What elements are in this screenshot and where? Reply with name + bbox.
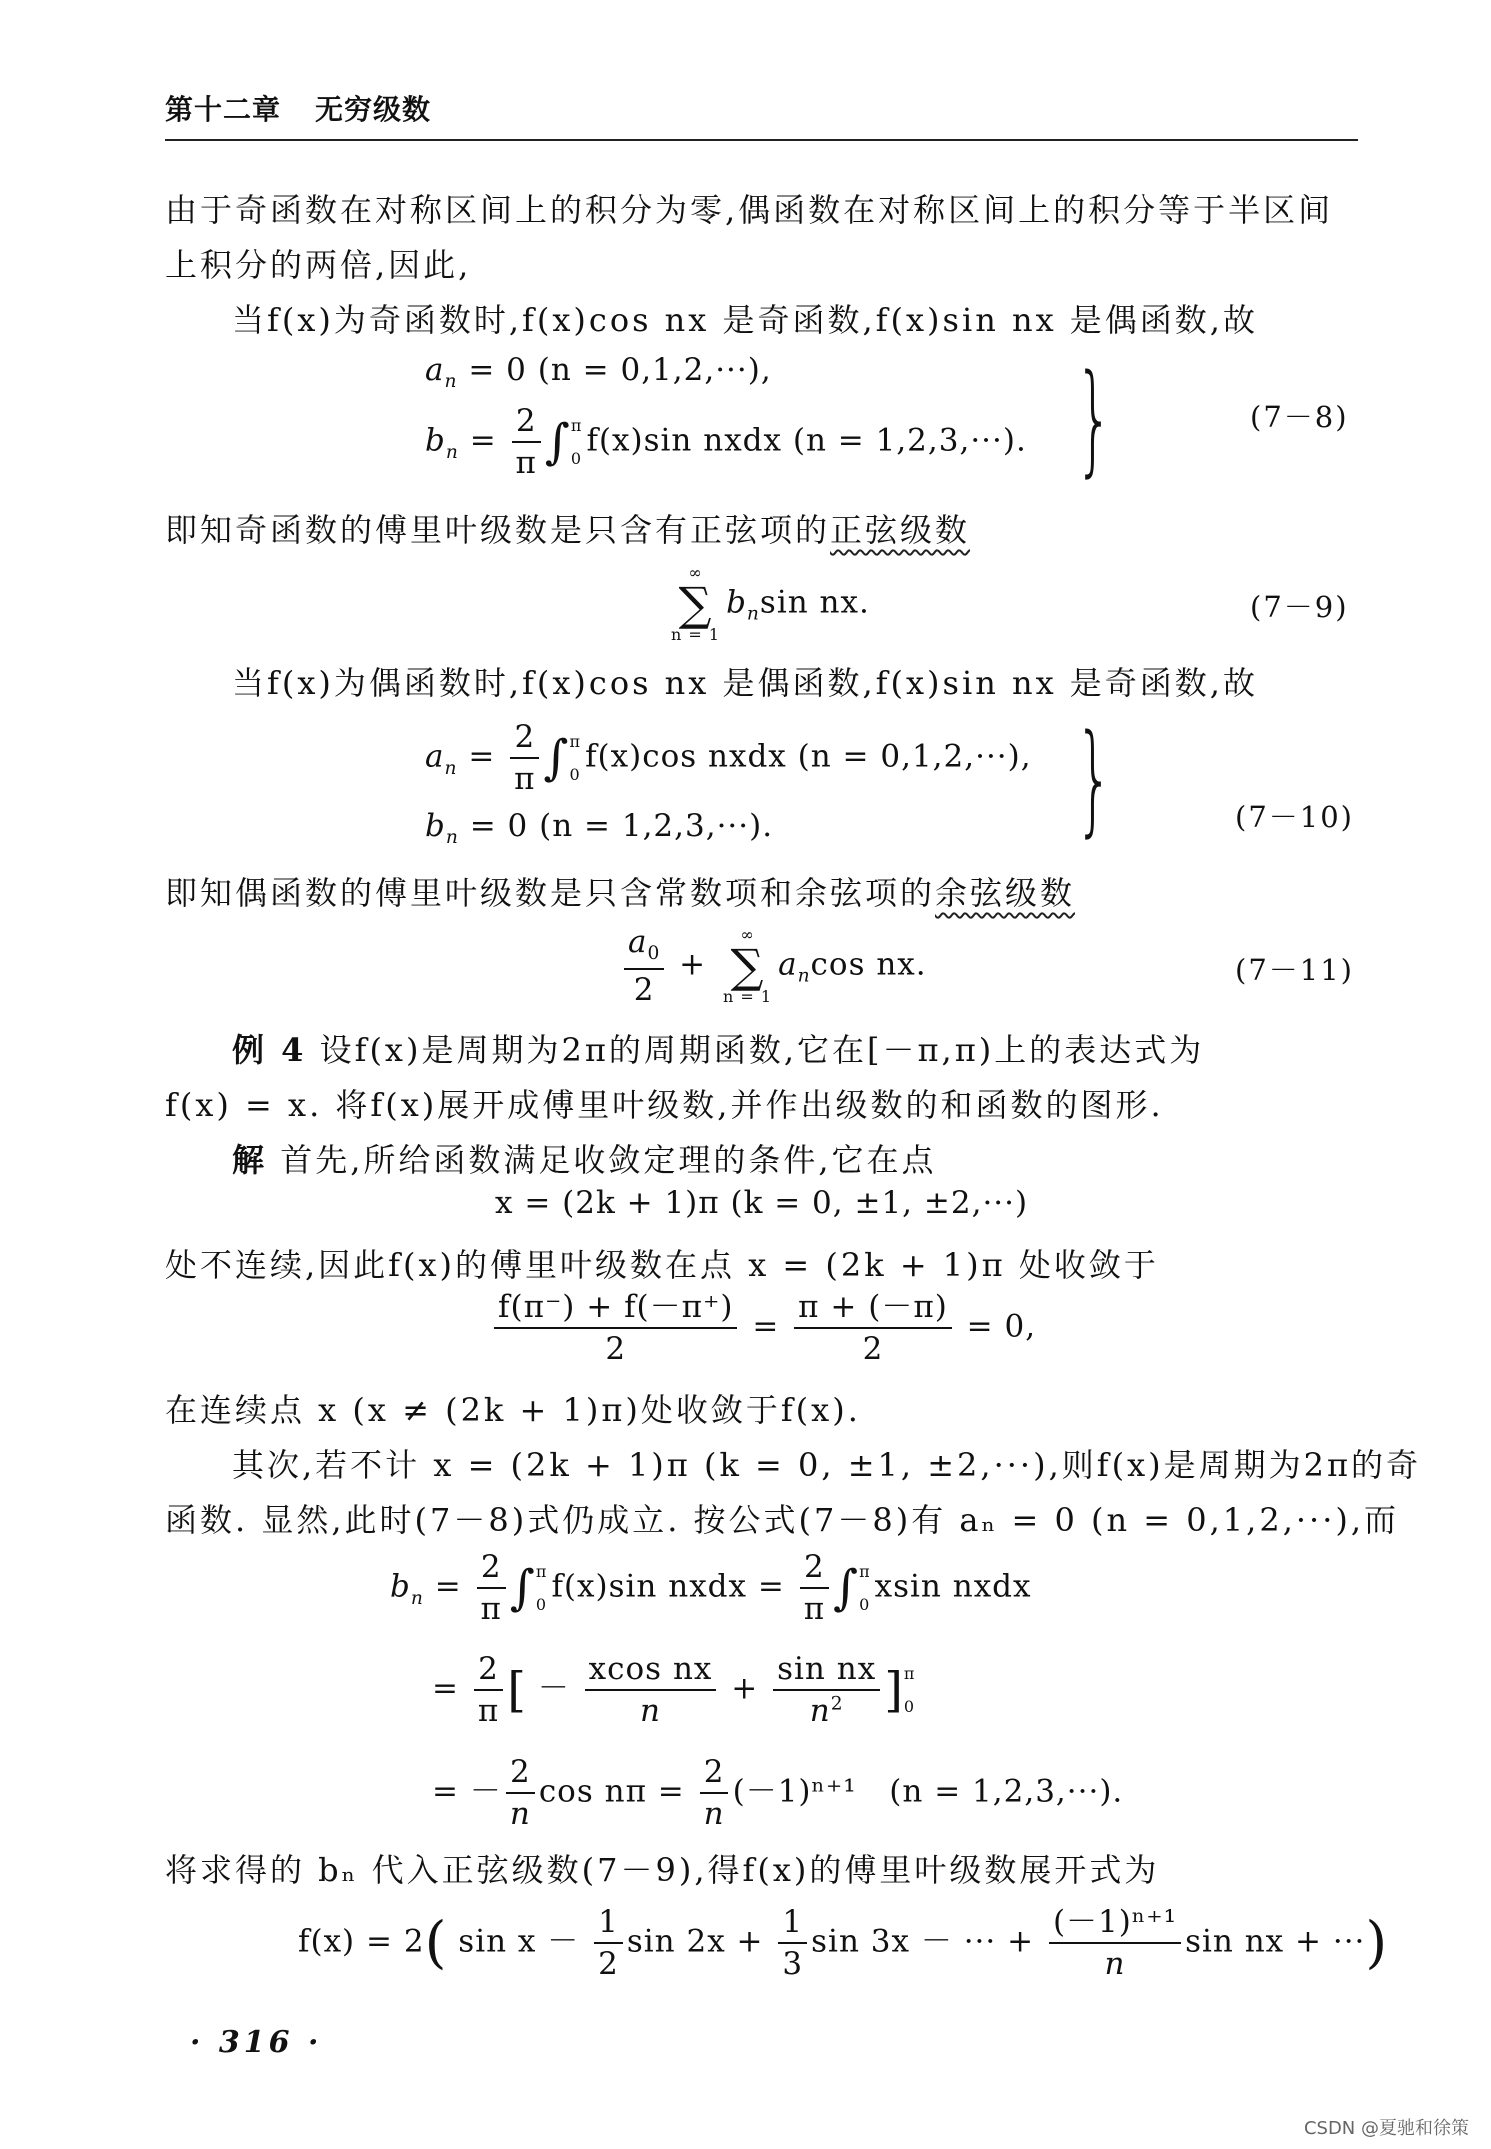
chapter-number: 第十二章 xyxy=(165,93,282,126)
even-summary xyxy=(165,868,1075,914)
even-summary-term: 余弦级数 xyxy=(935,874,1076,912)
solution-text-1: 首先,所给函数满足收敛定理的条件,它在点 xyxy=(280,1141,937,1179)
even-bn-text: = 0 (n = 1,2,3,···). xyxy=(469,808,774,844)
odd-an-text: = 0 (n = 0,1,2,···), xyxy=(468,352,772,388)
example-label: 例 4 xyxy=(232,1031,307,1069)
integral-sign: ∫ xyxy=(544,414,571,471)
even-bn-formula: $b_n = 0$ (n = 1,2,3,···). xyxy=(425,808,774,849)
solution-label: 解 xyxy=(232,1141,268,1179)
limit-fraction-1: $\frac{f(\pi^-) + f(-\pi^+)}{2}$ xyxy=(494,1290,737,1366)
two-over-pi: $\frac{2}{\pi}$ xyxy=(512,404,541,480)
odd-brace: } xyxy=(1075,350,1114,489)
two-over-pi: $\frac{2}{\pi}$ xyxy=(510,720,539,796)
sine-series-tail: sin nx. xyxy=(759,584,870,621)
summation-sign: ∞ ∑ n = 1 xyxy=(671,563,721,644)
example-line-1 xyxy=(232,1025,1204,1071)
limit-formula: $\frac{f(\pi^-) + f(-\pi^+)}{2}$ = $\frac{\pi + (-\pi)}{2}$ = 0, xyxy=(490,1290,1036,1366)
bn-derivation-step-2: = $\frac{2}{\pi}$ [ － $\frac{\text{xcos nx}}{n}$ + $\frac{\text{sin nx}}{n^2}$ ] π 0 xyxy=(432,1651,916,1730)
a0-over-2: $\frac{a_0}{2}$ xyxy=(624,925,664,1007)
even-an-formula: $a_n$ = $\frac{2}{\pi}$ ∫ π 0 f(x)cos nxdx (n = 0,1,2,···), xyxy=(425,719,1032,798)
odd-bn-text: f(x)sin nxdx (n = 1,2,3,···). xyxy=(586,422,1027,459)
cosine-series-tail: cos nx. xyxy=(810,946,927,983)
cosine-series-formula: $\frac{a_0}{2}$ + ∞ ∑ n = 1 $a_n\cos$ nx. xyxy=(620,925,927,1007)
odd-an-formula: $a_n = 0$ (n = 0,1,2,···), xyxy=(425,352,772,393)
intro-line-2: 上积分的两倍,因此, xyxy=(165,246,472,284)
solution-line-2: 处不连续,因此f(x)的傅里叶级数在点 x = (2k + 1)π 处收敛于 xyxy=(165,1246,1159,1284)
fourier-expansion: f(x) = 2( sin x － $\frac{1}{2}$ sin 2x + $\frac{1}{3}$ sin 3x － ··· + $\frac{\text{(－1)ⁿ⁺¹}}{n}$ sin nx + ···) xyxy=(298,1904,1389,1983)
solution-line-6: 将求得的 bₙ 代入正弦级数(7－9),得f(x)的傅里叶级数展开式为 xyxy=(165,1851,1160,1889)
odd-summary-term: 正弦级数 xyxy=(830,511,971,549)
odd-bn-formula: $b_n$ = $\frac{2}{\pi}$ ∫ π 0 f(x)sin nxdx (n = 1,2,3,···). xyxy=(425,403,1027,482)
even-an-text: f(x)cos nxdx (n = 0,1,2,···), xyxy=(585,738,1032,775)
sine-series-coef: b xyxy=(726,584,747,621)
solution-line-1 xyxy=(232,1135,937,1181)
limit-result: = 0, xyxy=(966,1308,1037,1345)
eq-number-7-8: (7－8) xyxy=(1250,400,1349,434)
even-case-lead: 当f(x)为偶函数时,f(x)cos nx 是偶函数,f(x)sin nx 是奇函数,故 xyxy=(232,664,1258,702)
odd-summary-text: 即知奇函数的傅里叶级数是只含有正弦项的 xyxy=(165,511,831,549)
page-number: · 316 · xyxy=(190,2025,323,2060)
odd-case-lead: 当f(x)为奇函数时,f(x)cos nx 是奇函数,f(x)sin nx 是偶函数,故 xyxy=(232,301,1258,339)
solution-line-3: 在连续点 x (x ≠ (2k + 1)π)处收敛于f(x). xyxy=(165,1391,861,1429)
eq-number-7-9: (7－9) xyxy=(1250,590,1349,624)
even-brace: } xyxy=(1075,710,1114,849)
running-header xyxy=(165,88,431,128)
example-text-1: 设f(x)是周期为2π的周期函数,它在[－π,π)上的表达式为 xyxy=(319,1031,1205,1069)
bn-derivation-step-1: $b_n$ = $\frac{2}{\pi}$ ∫ π 0 f(x)sin nxdx = $\frac{2}{\pi}$ ∫ π 0 xsin nxdx xyxy=(390,1549,1032,1628)
intro-line-1: 由于奇函数在对称区间上的积分为零,偶函数在对称区间上的积分等于半区间 xyxy=(165,191,1334,229)
summation-sign: ∞ ∑ n = 1 xyxy=(723,924,773,1006)
even-summary-text: 即知偶函数的傅里叶级数是只含常数项和余弦项的 xyxy=(165,874,936,912)
solution-line-5: 函数. 显然,此时(7－8)式仍成立. 按公式(7－8)有 aₙ = 0 (n = 0,1,2,···),而 xyxy=(165,1501,1400,1539)
eq-number-7-11: (7－11) xyxy=(1235,953,1354,987)
discontinuity-points: x = (2k + 1)π (k = 0, ±1, ±2,···) xyxy=(495,1185,1029,1221)
eq-number-7-10: (7－10) xyxy=(1235,800,1354,834)
odd-summary xyxy=(165,505,970,551)
chapter-title: 无穷级数 xyxy=(315,93,432,126)
header-rule xyxy=(165,139,1358,141)
bn-derivation-step-3: = － $\frac{2}{n}$ cos nπ = $\frac{2}{n}$ (－1)ⁿ⁺¹ (n = 1,2,3,···). xyxy=(432,1754,1124,1833)
watermark: CSDN @夏驰和徐策 xyxy=(1303,2118,1469,2139)
integral-sign: ∫ xyxy=(543,730,570,787)
limit-fraction-2: $\frac{\pi + (-\pi)}{2}$ xyxy=(794,1290,952,1366)
sine-series-formula: ∞ ∑ n = 1 $b_n\sin$ nx. xyxy=(671,563,870,644)
example-line-2: f(x) = x. 将f(x)展开成傅里叶级数,并作出级数的和函数的图形. xyxy=(165,1086,1164,1124)
solution-line-4: 其次,若不计 x = (2k + 1)π (k = 0, ±1, ±2,···),则f(x)是周期为2π的奇 xyxy=(232,1446,1422,1484)
